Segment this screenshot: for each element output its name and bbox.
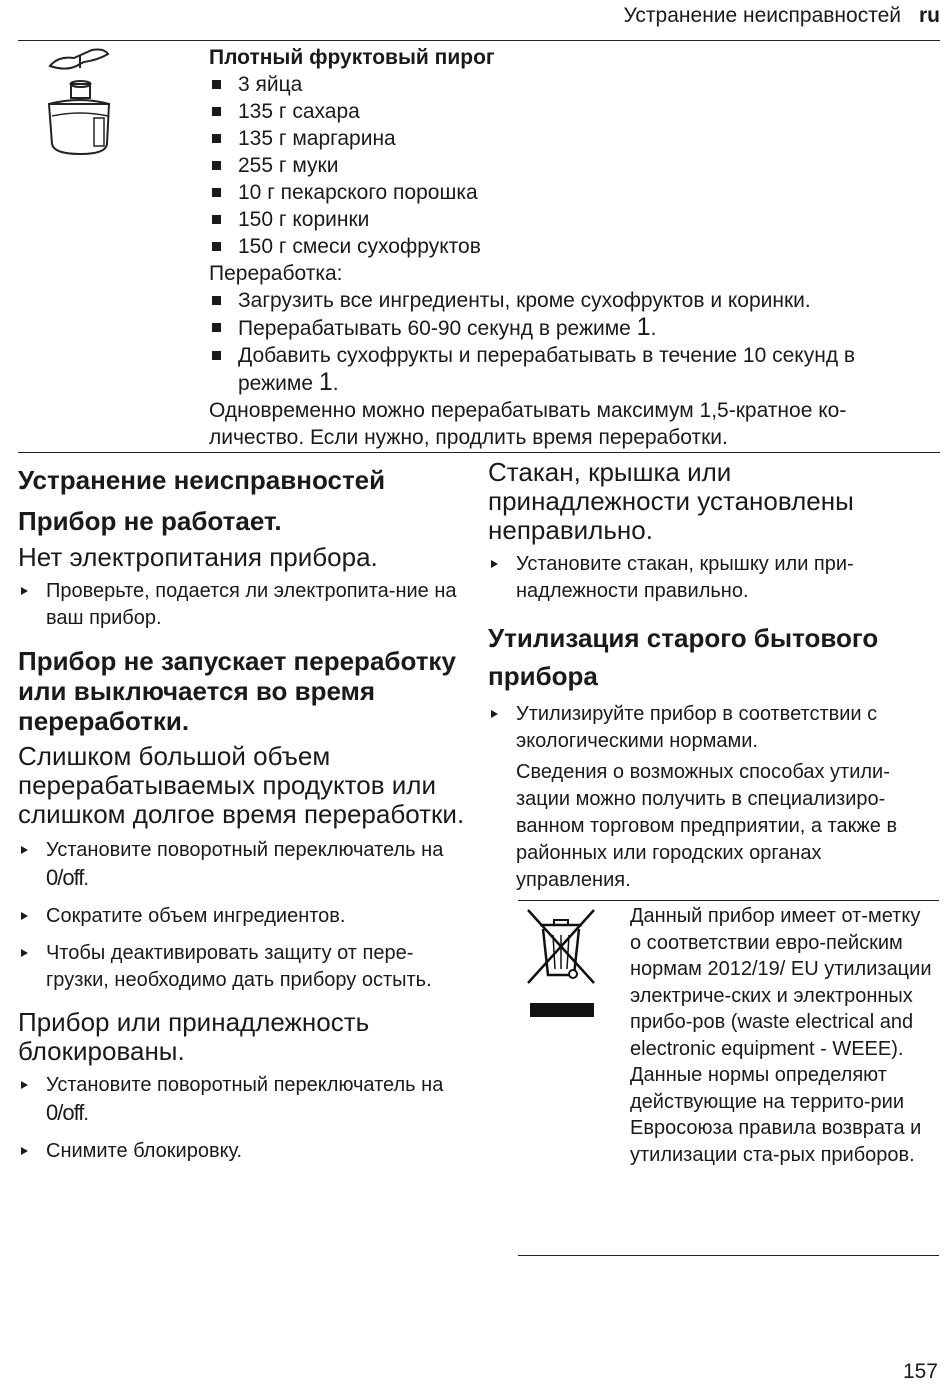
list-item: 135 г маргарина <box>209 125 921 152</box>
top-rule <box>18 40 940 41</box>
disposal-heading: Утилизация старого бытового прибора <box>488 623 879 691</box>
list-item <box>209 314 921 342</box>
header-section: Устранение неисправностей <box>623 4 901 27</box>
problem-1-fixes <box>18 578 466 632</box>
fix-text: . <box>83 1103 89 1125</box>
problem-4-fixes <box>488 551 940 605</box>
list-item: Сократите объем ингредиентов. <box>18 903 466 930</box>
off-symbol: 0/off <box>46 865 84 890</box>
step-text: Перерабатывать 60-90 секунд в режиме <box>238 317 637 340</box>
disposal-fixes <box>488 701 940 755</box>
weee-paragraph-1: Данный прибор имеет от-метку о соответствии евро-пейским нормам 2012/19/ EU утилизации электриче-ских и электронных прибо-ров (waste electrical and electronic equipment - WEEE). <box>630 905 932 1060</box>
list-item: 3 яйца <box>209 71 921 98</box>
list-item: Утилизируйте прибор в соответствии с экологическими нормами. <box>488 701 940 755</box>
problem-4-cause: Стакан, крышка или принадлежности установлены неправильно. <box>488 457 854 545</box>
list-item: 150 г коринки <box>209 206 921 233</box>
blade-and-bowl-icon <box>44 44 114 164</box>
weee-notice <box>518 900 939 1256</box>
off-symbol: 0/off <box>46 1100 84 1125</box>
list-item: 10 г пекарского порошка <box>209 179 921 206</box>
problem-2-cause: Слишком большой объем перерабатываемых продуктов или слишком долгое время переработки. <box>18 741 465 829</box>
recipe-note: Одновременно можно перерабатывать максимум 1,5-кратное ко-личество. Если нужно, продлить время переработки. <box>209 399 847 449</box>
list-item <box>209 342 921 397</box>
recipe-block <box>209 44 921 451</box>
step-text: . <box>332 372 339 395</box>
list-item: Проверьте, подается ли электропита-ние на ваш прибор. <box>18 578 466 632</box>
weee-text <box>630 903 934 1168</box>
problem-2-title: Прибор не запускает переработку или выключается во время переработки. <box>18 646 456 736</box>
ingredient-list <box>209 71 921 260</box>
list-item: Чтобы деактивировать защиту от пере-грузки, необходимо дать прибору остыть. <box>18 940 466 994</box>
fix-text: Установите поворотный переключатель на <box>46 839 444 861</box>
problem-2-fixes <box>18 837 466 994</box>
right-column <box>488 458 940 894</box>
processing-steps <box>209 287 921 397</box>
list-item: 135 г сахара <box>209 98 921 125</box>
recipe-title: Плотный фруктовый пирог <box>209 46 495 69</box>
list-item: Установите стакан, крышку или при-надлежности правильно. <box>488 551 940 605</box>
page-number: 157 <box>902 1360 938 1383</box>
problem-3-fixes <box>18 1072 466 1165</box>
problem-3-cause: Прибор или принадлежность блокированы. <box>18 1007 370 1066</box>
crossed-out-bin-icon <box>524 907 598 1017</box>
step-text: Добавить сухофрукты и перерабатывать в течение 10 секунд в режиме <box>238 344 856 395</box>
problem-1-title: Прибор не работает. <box>18 506 282 536</box>
list-item <box>18 1072 466 1128</box>
left-column <box>18 462 466 1165</box>
section-rule <box>18 452 940 453</box>
problem-1-cause: Нет электропитания прибора. <box>18 542 378 572</box>
disposal-info: Сведения о возможных способах утили-зации можно получить в специализиро-ванном торговом предприятии, а также в районных или городских органах управления. <box>516 761 898 891</box>
header-lang: ru <box>919 4 940 27</box>
mode-1-symbol: 1 <box>318 368 333 396</box>
troubleshooting-heading: Устранение неисправностей <box>18 465 386 495</box>
fix-text: . <box>83 868 89 890</box>
list-item <box>18 837 466 893</box>
weee-paragraph-2: Данные нормы определяют действующие на террито-рии Евросоюза правила возврата и утилизации ста-рых приборов. <box>630 1064 922 1166</box>
list-item: 150 г смеси сухофруктов <box>209 233 921 260</box>
mode-1-symbol: 1 <box>636 313 651 341</box>
list-item: Снимите блокировку. <box>18 1138 466 1165</box>
fix-text: Установите поворотный переключатель на <box>46 1074 444 1096</box>
list-item: 255 г муки <box>209 152 921 179</box>
list-item: Загрузить все ингредиенты, кроме сухофруктов и коринки. <box>209 287 921 314</box>
running-header <box>624 4 941 28</box>
step-text: . <box>650 317 657 340</box>
processing-label: Переработка: <box>209 262 343 285</box>
